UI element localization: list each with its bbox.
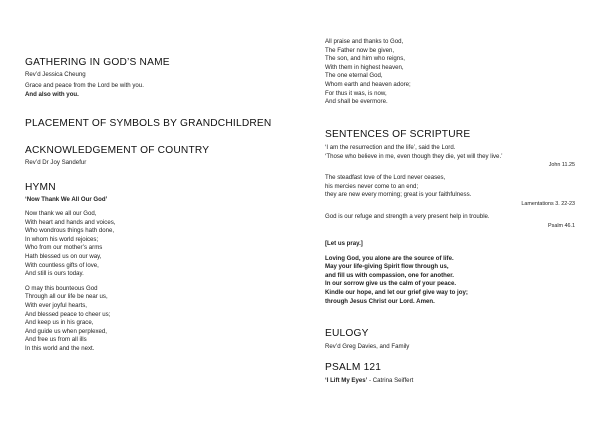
psalm-heading: PSALM 121	[325, 362, 382, 373]
verse-line: In whom his world rejoices;	[25, 235, 99, 243]
scripture-line: The steadfast love of the Lord never ceases,	[325, 174, 446, 182]
verse-line: With countless gifts of love,	[25, 261, 99, 269]
psalm-title: ‘I Lift My Eyes’	[325, 377, 368, 384]
eulogy-heading: EULOGY	[325, 328, 369, 339]
prayer-line: Kindle our hope, and let our grief give way to joy;	[325, 288, 468, 296]
verse-line: The one eternal God,	[325, 72, 383, 80]
verse-line: Hath blessed us on our way,	[25, 252, 102, 260]
scripture-line: they are new every morning; great is your faithfulness.	[325, 191, 472, 199]
verse-line: With heart and hands and voices,	[25, 218, 116, 226]
hymn-section	[25, 182, 115, 354]
symbols-section	[25, 118, 271, 130]
verse-line: And still is ours today.	[25, 270, 84, 278]
verse-line: And blessed peace to cheer us;	[25, 310, 111, 318]
psalm-subtitle	[325, 377, 575, 385]
prayer-section	[325, 240, 575, 306]
prayer-line: and fill us with compassion, one for another.	[325, 271, 454, 279]
gathering-leader: Rev’d Jessica Cheung	[25, 71, 86, 78]
eulogy-speakers: Rev’d Greg Davies, and Family	[325, 343, 410, 350]
verse-line: Who wondrous things hath done,	[25, 227, 115, 235]
verse-line: And free us from all ills	[25, 336, 87, 344]
scripture-1-reference: John 11.25	[548, 162, 575, 169]
gathering-section	[25, 57, 170, 99]
gathering-call: Grace and peace from the Lord be with you.	[25, 82, 144, 89]
prayer-text	[325, 255, 575, 307]
psalm-composer: - Catrina Seiffert	[367, 377, 414, 384]
psalm-section	[325, 362, 575, 385]
verse-line: The Father now be given,	[325, 46, 395, 54]
hymn-verse-3	[325, 38, 575, 107]
scripture-line: his mercies never come to an end;	[325, 182, 419, 190]
verse-line: And shall be evermore.	[325, 98, 388, 106]
scripture-3	[325, 213, 575, 222]
acknowledgement-heading: ACKNOWLEDGEMENT OF COUNTRY	[25, 145, 210, 156]
symbols-heading: PLACEMENT OF SYMBOLS BY GRANDCHILDREN	[25, 118, 272, 129]
scripture-3-reference: Psalm 46.1	[548, 222, 575, 229]
verse-line: Through all our life be near us,	[25, 293, 108, 301]
gathering-response: And also with you.	[25, 90, 79, 98]
verse-line: All praise and thanks to God,	[325, 38, 404, 45]
gathering-heading: GATHERING IN GOD’S NAME	[25, 57, 170, 68]
eulogy-section	[325, 328, 575, 351]
verse-line: In this world and the next.	[25, 344, 95, 352]
verse-line: O may this bounteous God	[25, 284, 98, 292]
scripture-2-reference: Lamentations 3. 22-23	[521, 200, 575, 207]
verse-line: And keep us in his grace,	[25, 319, 94, 327]
prayer-line: through Jesus Christ our Lord. Amen.	[325, 297, 435, 305]
hymn-verse-1	[25, 210, 115, 279]
scripture-section	[325, 129, 575, 230]
verse-line: The son, and him who reigns,	[325, 55, 405, 63]
acknowledgement-leader: Rev’d Dr Joy Sandefur	[25, 159, 87, 166]
acknowledgement-section	[25, 145, 209, 167]
hymn-verse-2	[25, 285, 115, 354]
scripture-line: ‘Those who believe in me, even though they die, yet will they live.’	[325, 152, 503, 160]
prayer-line: In our sorrow give us the calm of your peace.	[325, 280, 457, 288]
hymn-heading: HYMN	[25, 182, 56, 193]
verse-line: Whom earth and heaven adore;	[325, 80, 411, 88]
verse-line: Now thank we all our God,	[25, 210, 97, 217]
prayer-intro: [Let us pray.]	[325, 240, 363, 247]
prayer-line: May your life-giving Spirit flow through us,	[325, 263, 449, 271]
verse-line: For thus it was, is now,	[325, 89, 387, 97]
verse-line: Who from our mother’s arms	[25, 244, 103, 252]
verse-line: With ever joyful hearts,	[25, 301, 87, 309]
verse-line: With them in highest heaven,	[325, 63, 404, 71]
scripture-line: ‘I am the resurrection and the life’, said the Lord.	[325, 144, 456, 151]
verse-line: And guide us when perplexed,	[25, 327, 107, 335]
scripture-line: God is our refuge and strength a very present help in trouble.	[325, 212, 490, 220]
prayer-line: Loving God, you alone are the source of life.	[325, 254, 454, 262]
scripture-2	[325, 174, 575, 200]
scripture-heading: SENTENCES OF SCRIPTURE	[325, 129, 471, 140]
hymn-title: ‘Now Thank We All Our God’	[25, 196, 108, 203]
scripture-1	[325, 144, 575, 161]
